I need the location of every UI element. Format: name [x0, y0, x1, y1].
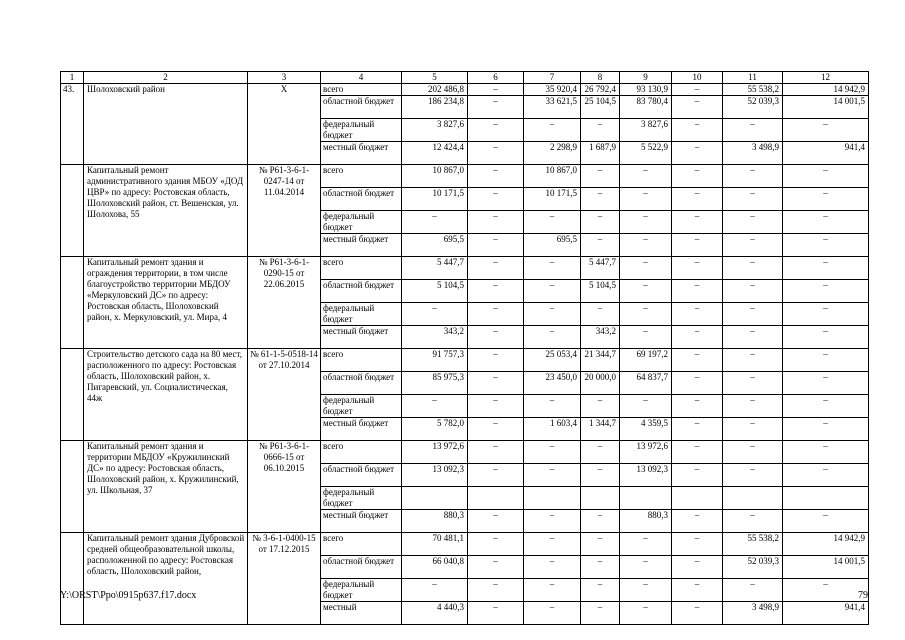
amount-cell: –	[723, 211, 783, 234]
amount-cell: –	[672, 303, 723, 326]
amount-cell	[468, 487, 524, 510]
amount-cell: 10 171,5	[402, 188, 468, 211]
column-number: 3	[248, 72, 321, 84]
funding-source-cell: местный бюджет	[321, 326, 402, 349]
amount-cell: –	[672, 234, 723, 257]
amount-cell: 14 001,5	[783, 556, 869, 579]
document-number-cell: Х	[248, 84, 321, 165]
funding-source-cell: областной бюджет	[321, 280, 402, 303]
amount-cell: –	[468, 211, 524, 234]
amount-cell: –	[620, 234, 672, 257]
amount-cell: –	[468, 119, 524, 142]
amount-cell: –	[620, 533, 672, 556]
column-number: 12	[783, 72, 869, 84]
funding-source-cell: всего	[321, 533, 402, 556]
amount-cell: –	[723, 280, 783, 303]
amount-cell: 23 450,0	[524, 372, 581, 395]
amount-cell: –	[581, 464, 620, 487]
funding-source-cell: федеральный бюджет	[321, 395, 402, 418]
amount-cell: –	[672, 96, 723, 119]
amount-cell: –	[402, 303, 468, 326]
amount-cell: –	[723, 119, 783, 142]
amount-cell: 343,2	[402, 326, 468, 349]
amount-cell: –	[620, 303, 672, 326]
amount-cell: –	[672, 188, 723, 211]
amount-cell: –	[672, 142, 723, 165]
table-row	[61, 533, 869, 556]
amount-cell: –	[672, 280, 723, 303]
amount-cell: –	[783, 280, 869, 303]
amount-cell: 35 920,4	[524, 84, 581, 96]
amount-cell: 5 104,5	[581, 280, 620, 303]
amount-cell: –	[468, 188, 524, 211]
amount-cell: –	[620, 326, 672, 349]
amount-cell: –	[783, 234, 869, 257]
amount-cell: 25 104,5	[581, 96, 620, 119]
amount-cell: –	[468, 326, 524, 349]
amount-cell: –	[402, 395, 468, 418]
funding-source-cell: федеральный бюджет	[321, 211, 402, 234]
amount-cell: –	[581, 165, 620, 188]
amount-cell: 33 621,5	[524, 96, 581, 119]
amount-cell: 25 053,4	[524, 349, 581, 372]
amount-cell: 5 447,7	[581, 257, 620, 280]
amount-cell: 64 837,7	[620, 372, 672, 395]
funding-source-cell: всего	[321, 165, 402, 188]
amount-cell: –	[581, 602, 620, 625]
document-number-cell: № 61-1-5-0518-14 от 27.10.2014	[248, 349, 321, 441]
amount-cell: –	[723, 165, 783, 188]
amount-cell: 5 447,7	[402, 257, 468, 280]
funding-source-cell: местный бюджет	[321, 510, 402, 533]
amount-cell: 3 827,6	[620, 119, 672, 142]
amount-cell: 14 001,5	[783, 96, 869, 119]
amount-cell: –	[524, 464, 581, 487]
amount-cell: 14 942,9	[783, 84, 869, 96]
amount-cell: –	[468, 280, 524, 303]
amount-cell: –	[468, 464, 524, 487]
amount-cell: –	[723, 372, 783, 395]
amount-cell: –	[783, 441, 869, 464]
amount-cell: –	[783, 395, 869, 418]
amount-cell: –	[723, 326, 783, 349]
document-number-cell: № Р61-3-6-1-0247-14 от 11.04.2014	[248, 165, 321, 257]
amount-cell: –	[468, 441, 524, 464]
amount-cell	[620, 487, 672, 510]
amount-cell: –	[524, 280, 581, 303]
amount-cell: –	[672, 556, 723, 579]
amount-cell: 13 092,3	[620, 464, 672, 487]
amount-cell: –	[468, 533, 524, 556]
amount-cell: –	[620, 257, 672, 280]
amount-cell: –	[524, 602, 581, 625]
amount-cell: –	[723, 257, 783, 280]
amount-cell: 695,5	[524, 234, 581, 257]
amount-cell: –	[468, 165, 524, 188]
amount-cell: –	[620, 211, 672, 234]
amount-cell: 66 040,8	[402, 556, 468, 579]
amount-cell: –	[783, 257, 869, 280]
funding-source-cell: всего	[321, 257, 402, 280]
amount-cell: –	[672, 349, 723, 372]
amount-cell: –	[783, 211, 869, 234]
amount-cell: –	[524, 510, 581, 533]
amount-cell: –	[723, 395, 783, 418]
amount-cell: 3 498,9	[723, 602, 783, 625]
funding-source-cell: местный бюджет	[321, 234, 402, 257]
object-name-cell: Капитальный ремонт административного здания МБОУ «ДОД ЦВР» по адресу: Ростовская область, Шолоховский район, ст. Вешенская, ул. Шолохова, 55	[84, 165, 248, 257]
amount-cell: –	[672, 84, 723, 96]
amount-cell: 5 104,5	[402, 280, 468, 303]
amount-cell: –	[620, 395, 672, 418]
amount-cell: –	[672, 602, 723, 625]
amount-cell: –	[783, 510, 869, 533]
amount-cell: –	[468, 418, 524, 441]
amount-cell: –	[620, 579, 672, 602]
footer-page-number: 79	[858, 590, 868, 601]
amount-cell: –	[723, 303, 783, 326]
amount-cell: 26 792,4	[581, 84, 620, 96]
column-number: 11	[723, 72, 783, 84]
amount-cell: –	[723, 234, 783, 257]
object-name-cell: Строительство детского сада на 80 мест, расположенного по адресу: Ростовская область, Шолоховский район, х. Пигаревский, ул. Социалистическая, 44ж	[84, 349, 248, 441]
amount-cell: 1 344,7	[581, 418, 620, 441]
amount-cell: –	[672, 464, 723, 487]
amount-cell: –	[783, 349, 869, 372]
amount-cell: –	[672, 441, 723, 464]
amount-cell: 93 130,9	[620, 84, 672, 96]
amount-cell: 83 780,4	[620, 96, 672, 119]
amount-cell: –	[672, 211, 723, 234]
amount-cell: –	[723, 510, 783, 533]
funding-source-cell: областной бюджет	[321, 372, 402, 395]
amount-cell: 10 171,5	[524, 188, 581, 211]
amount-cell: –	[783, 579, 869, 602]
amount-cell: –	[783, 188, 869, 211]
amount-cell: –	[524, 303, 581, 326]
table-row	[61, 257, 869, 280]
amount-cell: 202 486,8	[402, 84, 468, 96]
amount-cell: –	[783, 326, 869, 349]
column-number: 8	[581, 72, 620, 84]
amount-cell: 12 424,4	[402, 142, 468, 165]
amount-cell: –	[468, 257, 524, 280]
amount-cell: –	[620, 556, 672, 579]
amount-cell: –	[524, 257, 581, 280]
amount-cell: 1 687,9	[581, 142, 620, 165]
amount-cell: –	[672, 579, 723, 602]
table-row	[61, 441, 869, 464]
amount-cell: 880,3	[620, 510, 672, 533]
amount-cell: –	[783, 418, 869, 441]
amount-cell: –	[524, 441, 581, 464]
amount-cell: –	[581, 234, 620, 257]
amount-cell: –	[581, 441, 620, 464]
amount-cell: –	[468, 96, 524, 119]
document-number-cell: № 3-6-1-0400-15 от 17.12.2015	[248, 533, 321, 625]
amount-cell: 941,4	[783, 602, 869, 625]
amount-cell: –	[402, 211, 468, 234]
amount-cell: –	[581, 395, 620, 418]
amount-cell	[402, 487, 468, 510]
amount-cell: 13 092,3	[402, 464, 468, 487]
amount-cell: 5 782,0	[402, 418, 468, 441]
funding-source-cell: всего	[321, 441, 402, 464]
column-number: 4	[321, 72, 402, 84]
amount-cell: –	[672, 533, 723, 556]
amount-cell: –	[620, 188, 672, 211]
row-number-cell	[61, 165, 84, 257]
amount-cell: –	[581, 119, 620, 142]
amount-cell: –	[620, 602, 672, 625]
amount-cell: 55 538,2	[723, 84, 783, 96]
amount-cell: –	[468, 234, 524, 257]
column-number: 7	[524, 72, 581, 84]
document-number-cell: № Р61-3-6-1-0666-15 от 06.10.2015	[248, 441, 321, 533]
amount-cell: 14 942,9	[783, 533, 869, 556]
amount-cell: 13 972,6	[402, 441, 468, 464]
amount-cell: 69 197,2	[620, 349, 672, 372]
table-row	[61, 349, 869, 372]
amount-cell: 941,4	[783, 142, 869, 165]
amount-cell: –	[723, 349, 783, 372]
funding-source-cell: федеральный бюджет	[321, 303, 402, 326]
amount-cell: –	[723, 464, 783, 487]
funding-source-cell: всего	[321, 84, 402, 96]
funding-source-cell: федеральный бюджет	[321, 119, 402, 142]
funding-source-cell: местный бюджет	[321, 418, 402, 441]
amount-cell: –	[581, 303, 620, 326]
amount-cell: –	[524, 533, 581, 556]
amount-cell: –	[524, 326, 581, 349]
amount-cell: –	[672, 418, 723, 441]
amount-cell: 4 440,3	[402, 602, 468, 625]
amount-cell: 70 481,1	[402, 533, 468, 556]
funding-source-cell: всего	[321, 349, 402, 372]
table-row	[61, 84, 869, 96]
amount-cell: –	[620, 280, 672, 303]
object-name-cell: Капитальный ремонт здания Дубровской средней общеобразовательной школы, расположенной по адресу: Ростовская область, Шолоховский район,	[84, 533, 248, 625]
amount-cell: 3 827,6	[402, 119, 468, 142]
funding-source-cell: областной бюджет	[321, 96, 402, 119]
column-number: 9	[620, 72, 672, 84]
amount-cell: –	[581, 533, 620, 556]
amount-cell: –	[581, 556, 620, 579]
amount-cell	[783, 487, 869, 510]
amount-cell: –	[468, 142, 524, 165]
amount-cell	[723, 487, 783, 510]
amount-cell: –	[723, 188, 783, 211]
amount-cell: 3 498,9	[723, 142, 783, 165]
funding-source-cell: местный	[321, 602, 402, 625]
amount-cell: –	[723, 418, 783, 441]
amount-cell: –	[783, 464, 869, 487]
funding-source-cell: федеральный бюджет	[321, 487, 402, 510]
funding-source-cell: областной бюджет	[321, 188, 402, 211]
funding-source-cell: областной бюджет	[321, 556, 402, 579]
amount-cell	[524, 487, 581, 510]
amount-cell: 10 867,0	[524, 165, 581, 188]
amount-cell: –	[524, 556, 581, 579]
amount-cell: –	[672, 510, 723, 533]
amount-cell: –	[672, 395, 723, 418]
amount-cell: –	[672, 165, 723, 188]
row-number-cell: 43.	[61, 84, 84, 165]
amount-cell: –	[581, 188, 620, 211]
amount-cell: –	[468, 84, 524, 96]
amount-cell: –	[783, 303, 869, 326]
amount-cell: –	[468, 510, 524, 533]
amount-cell: –	[723, 579, 783, 602]
amount-cell: 52 039,3	[723, 96, 783, 119]
amount-cell: –	[468, 579, 524, 602]
amount-cell	[672, 487, 723, 510]
document-number-cell: № Р61-3-6-1-0290-15 от 22.06.2015	[248, 257, 321, 349]
amount-cell: –	[524, 395, 581, 418]
amount-cell: 695,5	[402, 234, 468, 257]
table-row	[61, 165, 869, 188]
footer-file-path: Y:\ORST\Ppo\0915p637.f17.docx	[60, 590, 197, 601]
amount-cell: –	[524, 211, 581, 234]
amount-cell: –	[672, 119, 723, 142]
amount-cell: –	[783, 165, 869, 188]
column-number: 1	[61, 72, 84, 84]
amount-cell: –	[468, 349, 524, 372]
object-name-cell: Капитальный ремонт здания и ограждения территории, в том числе благоустройство территории МБДОУ «Меркуловский ДС» по адресу: Ростовская область, Шолоховский район, х. Меркуловский, ул. Мира, 4	[84, 257, 248, 349]
amount-cell: 4 359,5	[620, 418, 672, 441]
amount-cell: –	[581, 579, 620, 602]
amount-cell: 91 757,3	[402, 349, 468, 372]
amount-cell: 10 867,0	[402, 165, 468, 188]
column-number: 5	[402, 72, 468, 84]
amount-cell: –	[468, 602, 524, 625]
amount-cell: –	[672, 257, 723, 280]
funding-source-cell: федеральный бюджет	[321, 579, 402, 602]
amount-cell: 85 975,3	[402, 372, 468, 395]
amount-cell: 13 972,6	[620, 441, 672, 464]
amount-cell: 2 298,9	[524, 142, 581, 165]
amount-cell: –	[672, 326, 723, 349]
row-number-cell	[61, 533, 84, 625]
column-number: 6	[468, 72, 524, 84]
amount-cell: 55 538,2	[723, 533, 783, 556]
column-number: 2	[84, 72, 248, 84]
object-name-cell: Капитальный ремонт здания и территории МБДОУ «Кружилинский ДС» по адресу: Ростовская область, Шолоховский район, х. Кружилинский, ул. Школьная, 37	[84, 441, 248, 533]
amount-cell: –	[468, 395, 524, 418]
amount-cell: –	[524, 579, 581, 602]
amount-cell: 1 603,4	[524, 418, 581, 441]
amount-cell: –	[723, 441, 783, 464]
amount-cell: –	[620, 165, 672, 188]
amount-cell: 21 344,7	[581, 349, 620, 372]
amount-cell: 186 234,8	[402, 96, 468, 119]
amount-cell: –	[468, 372, 524, 395]
amount-cell: –	[402, 579, 468, 602]
amount-cell: –	[783, 119, 869, 142]
amount-cell: 52 039,3	[723, 556, 783, 579]
amount-cell: –	[524, 119, 581, 142]
amount-cell: 5 522,9	[620, 142, 672, 165]
amount-cell: –	[672, 372, 723, 395]
amount-cell: –	[468, 556, 524, 579]
amount-cell: 880,3	[402, 510, 468, 533]
object-name-cell: Шолоховский район	[84, 84, 248, 165]
row-number-cell	[61, 349, 84, 441]
row-number-cell	[61, 441, 84, 533]
amount-cell: –	[468, 303, 524, 326]
column-number-row	[61, 72, 869, 84]
amount-cell: –	[581, 211, 620, 234]
budget-table	[60, 71, 869, 625]
amount-cell: –	[783, 372, 869, 395]
amount-cell	[581, 487, 620, 510]
amount-cell: 20 000,0	[581, 372, 620, 395]
funding-source-cell: областной бюджет	[321, 464, 402, 487]
amount-cell: –	[581, 510, 620, 533]
column-number: 10	[672, 72, 723, 84]
row-number-cell	[61, 257, 84, 349]
funding-source-cell: местный бюджет	[321, 142, 402, 165]
amount-cell: 343,2	[581, 326, 620, 349]
